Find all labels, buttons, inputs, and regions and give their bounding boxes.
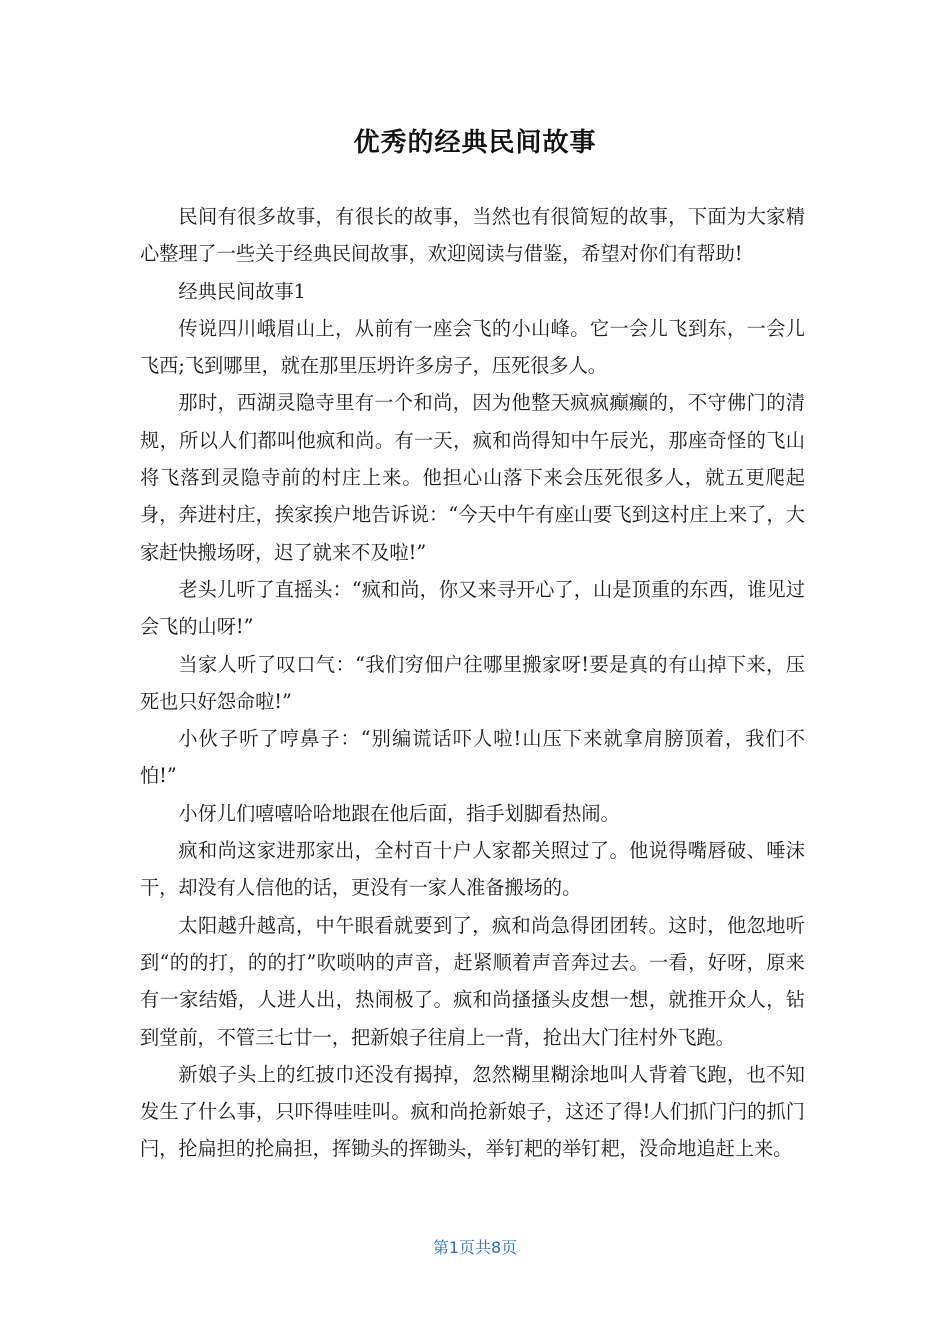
story-paragraph: 小伢儿们嘻嘻哈哈地跟在他后面，指手划脚看热闹。 (178, 801, 620, 825)
section-heading: 经典民间故事1 (178, 279, 306, 303)
story-paragraph: 小伙子听了哼鼻子：“别编谎话吓人啦!山压下来就拿肩膀顶着，我们不怕!” (140, 727, 805, 788)
story-paragraph: 老头儿听了直摇头：“疯和尚，你又来寻开心了，山是顶重的东西，谁见过会飞的山呀!” (140, 577, 805, 639)
story-paragraph: 那时，西湖灵隐寺里有一个和尚，因为他整天疯疯癫癫的，不守佛门的清规，所以人们都叫他疯和尚。有一天，疯和尚得知中午辰光，那座奇怪的飞山将飞落到灵隐寺前的村庄上来。他担心山落下来会压死很多人，就五更爬起身，奔进村庄，挨家挨户地告诉说：“今天中午有座山要飞到这村庄上来了，大家赶快搬场呀，迟了就来不及啦!” (140, 391, 805, 564)
story-paragraph: 太阳越升越高，中午眼看就要到了，疯和尚急得团团转。这时，他忽地听到“的的打，的的打”吹唢呐的声音，赶紧顺着声音奔过去。一看，好呀，原来有一家结婚，人进人出，热闹极了。疯和尚搔搔头皮想一想，就推开众人，钻到堂前，不管三七廿一，把新娘子往肩上一背，抢出大门往村外飞跑。 (140, 913, 805, 1049)
story-paragraph: 新娘子头上的红披巾还没有揭掉，忽然糊里糊涂地叫人背着飞跑，也不知发生了什么事，只吓得哇哇叫。疯和尚抢新娘子，这还了得!人们抓门闩的抓门闩，抡扁担的抡扁担，挥锄头的挥锄头，举钉耙的举钉耙，没命地追赶上来。 (140, 1062, 805, 1161)
story-paragraph: 传说四川峨眉山上，从前有一座会飞的小山峰。它一会儿飞到东，一会儿飞西;飞到哪里，就在那里压坍许多房子，压死很多人。 (140, 316, 805, 378)
story-paragraph: 疯和尚这家进那家出，全村百十户人家都关照过了。他说得嘴唇破、唾沫干，却没有人信他的话，更没有一家人准备搬场的。 (140, 839, 805, 900)
page-number-footer: 第1页共8页 (432, 1238, 518, 1257)
page-title: 优秀的经典民间故事 (353, 128, 597, 159)
document-body (140, 198, 805, 1168)
story-paragraph: 当家人听了叹口气：“我们穷佃户往哪里搬家呀!要是真的有山掉下来，压死也只好怨命啦!” (140, 652, 805, 713)
intro-paragraph: 民间有很多故事，有很长的故事，当然也有很简短的故事，下面为大家精心整理了一些关于经典民间故事，欢迎阅读与借鉴，希望对你们有帮助! (140, 205, 805, 266)
